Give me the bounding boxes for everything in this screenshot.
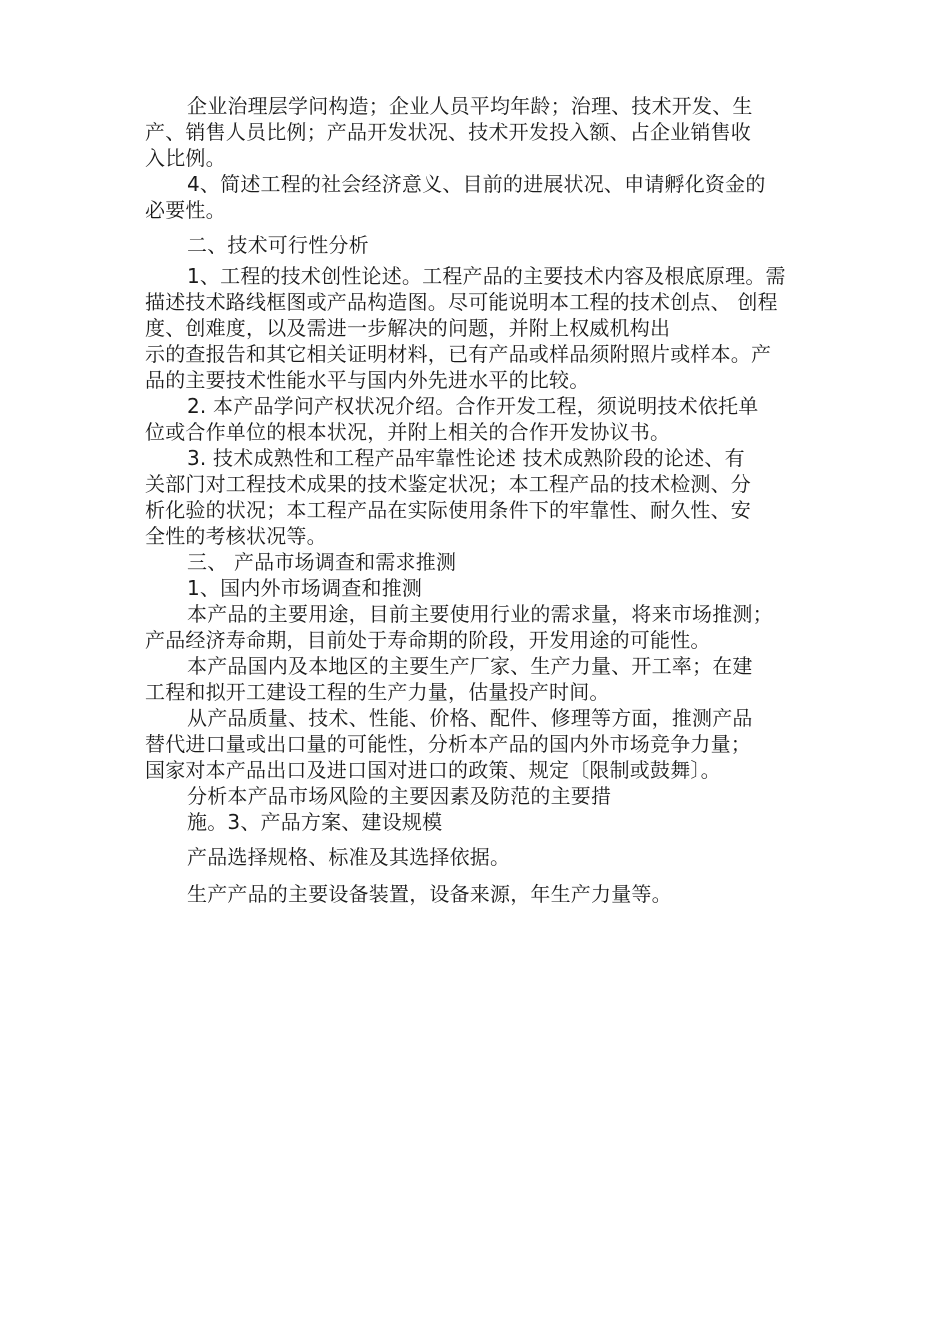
text-line: 2. 本产品学问产权状况介绍。合作开发工程，须说明技术依托单	[187, 394, 759, 418]
text-line: 示的查报告和其它相关证明材料，已有产品或样品须附照片或样本。产	[145, 342, 772, 366]
text-line: 全性的考核状况等。	[145, 524, 327, 548]
text-line: 4、简述工程的社会经济意义、目前的进展状况、申请孵化资金的	[187, 172, 766, 196]
text-line: 产品选择规格、标准及其选择依据。	[187, 845, 511, 869]
text-line: 入比例。	[145, 146, 226, 170]
text-line: 度、创难度，以及需进一步解决的问题，并附上权威机构出	[145, 316, 671, 340]
text-line: 关部门对工程技术成果的技术鉴定状况；本工程产品的技术检测、分	[145, 472, 751, 496]
text-line: 产、销售人员比例；产品开发状况、技术开发投入额、占企业销售收	[145, 120, 751, 144]
text-line: 品的主要技术性能水平与国内外先进水平的比较。	[145, 368, 590, 392]
text-line: 位或合作单位的根本状况，并附上相关的合作开发协议书。	[145, 420, 671, 444]
section-heading: 三、 产品市场调查和需求推测	[187, 550, 457, 574]
text-line: 企业治理层学问构造；企业人员平均年龄；治理、技术开发、生	[187, 94, 753, 118]
text-line: 1、国内外市场调查和推测	[187, 576, 423, 600]
text-line: 1、工程的技术创性论述。工程产品的主要技术内容及根底原理。需	[187, 264, 786, 288]
text-line: 3. 技术成熟性和工程产品牢靠性论述 技术成熟阶段的论述、有	[187, 446, 745, 470]
text-line: 必要性。	[145, 198, 226, 222]
text-line: 生产产品的主要设备装置，设备来源，年生产力量等。	[187, 882, 672, 906]
text-line: 本产品的主要用途，目前主要使用行业的需求量，将来市场推测；	[187, 602, 773, 626]
text-line: 分析本产品市场风险的主要因素及防范的主要措	[187, 784, 612, 808]
text-line: 国家对本产品出口及进口国对进口的政策、规定〔限制或鼓舞〕。	[145, 758, 721, 782]
text-line: 描述技术路线框图或产品构造图。尽可能说明本工程的技术创点、 创程	[145, 290, 778, 314]
text-line: 析化验的状况；本工程产品在实际使用条件下的牢靠性、耐久性、安	[145, 498, 751, 522]
text-line: 施。3、产品方案、建设规模	[187, 810, 443, 834]
section-heading: 二、技术可行性分析	[187, 233, 369, 257]
text-line: 产品经济寿命期，目前处于寿命期的阶段，开发用途的可能性。	[145, 628, 711, 652]
text-line: 从产品质量、技术、性能、价格、配件、修理等方面，推测产品	[187, 706, 753, 730]
text-line: 工程和拟开工建设工程的生产力量，估量投产时间。	[145, 680, 610, 704]
text-line: 本产品国内及本地区的主要生产厂家、生产力量、开工率；在建	[187, 654, 753, 678]
text-line: 替代进口量或出口量的可能性，分析本产品的国内外市场竞争力量；	[145, 732, 751, 756]
